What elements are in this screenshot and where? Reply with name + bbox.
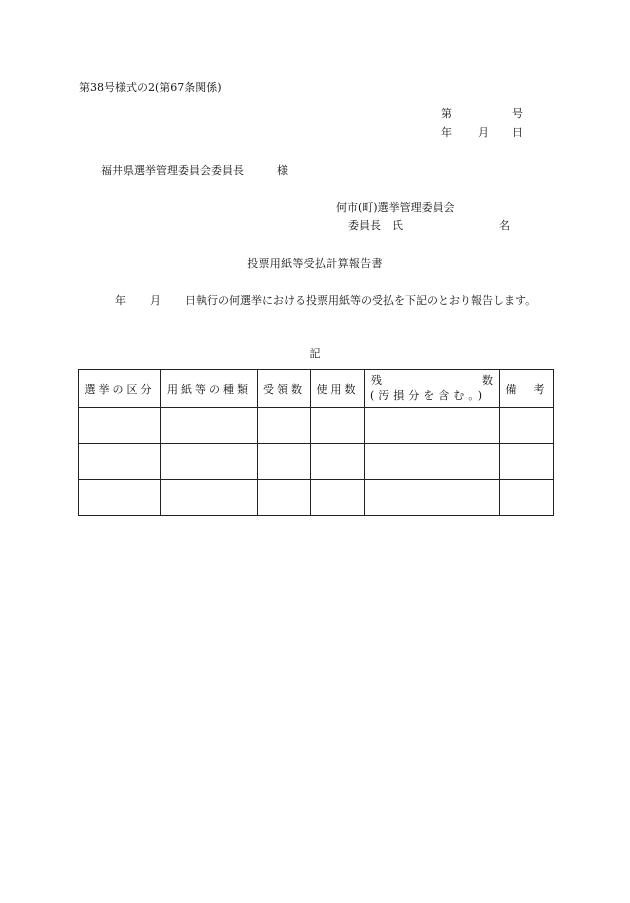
table-cell[interactable] xyxy=(79,408,161,444)
sender-name-mei: 名 xyxy=(499,219,510,232)
column-header-remaining xyxy=(365,370,500,408)
date-day-label: 日 xyxy=(512,126,523,139)
column-header-remaining-note: (汚損分を含む。) xyxy=(370,389,487,402)
column-header-remaining-a: 残 xyxy=(371,374,382,387)
sender-title: 委員長 xyxy=(348,219,381,232)
sender-name-shi: 氏 xyxy=(392,219,403,232)
table-cell[interactable] xyxy=(500,408,554,444)
body-text: 日執行の何選挙における投票用紙等の受払を下記のとおり報告します。 xyxy=(185,294,537,307)
table-row xyxy=(79,480,554,516)
addressee-name: 福井県選挙管理委員会委員長 xyxy=(101,164,244,177)
table-cell[interactable] xyxy=(500,444,554,480)
column-header-used: 使用数 xyxy=(311,370,365,408)
report-table xyxy=(78,369,554,516)
body-year-label: 年 xyxy=(115,294,126,307)
table-cell[interactable] xyxy=(161,408,258,444)
table-cell[interactable] xyxy=(258,444,311,480)
table-cell[interactable] xyxy=(311,480,365,516)
table-cell[interactable] xyxy=(311,408,365,444)
form-number: 第38号様式の2(第67条関係) xyxy=(79,81,222,94)
date-year-label: 年 xyxy=(441,126,452,139)
column-header-paper-type: 用紙等の種類 xyxy=(161,370,258,408)
column-header-received: 受領数 xyxy=(258,370,311,408)
column-header-election-category: 選挙の区分 xyxy=(79,370,161,408)
document-number-suffix: 号 xyxy=(512,107,523,120)
table-cell[interactable] xyxy=(365,480,500,516)
table-cell[interactable] xyxy=(311,444,365,480)
table-cell[interactable] xyxy=(161,480,258,516)
table-cell[interactable] xyxy=(500,480,554,516)
date-month-label: 月 xyxy=(478,126,489,139)
body-month-label: 月 xyxy=(150,294,161,307)
table-cell[interactable] xyxy=(79,480,161,516)
body-paragraph xyxy=(79,292,553,310)
table-cell[interactable] xyxy=(258,408,311,444)
addressee-honorific: 様 xyxy=(277,164,288,177)
document-number-prefix: 第 xyxy=(441,107,452,120)
table-cell[interactable] xyxy=(258,480,311,516)
table-cell[interactable] xyxy=(79,444,161,480)
document-title: 投票用紙等受払計算報告書 xyxy=(247,257,383,270)
ki-label: 記 xyxy=(309,347,321,360)
sender-organization: 何市(町)選挙管理委員会 xyxy=(336,201,455,214)
table-cell[interactable] xyxy=(365,408,500,444)
column-header-remaining-b: 数 xyxy=(482,374,493,387)
table-header-row xyxy=(79,370,554,408)
table-row xyxy=(79,444,554,480)
table-row xyxy=(79,408,554,444)
table-cell[interactable] xyxy=(365,444,500,480)
table-cell[interactable] xyxy=(161,444,258,480)
column-header-remarks: 備 考 xyxy=(500,370,554,408)
